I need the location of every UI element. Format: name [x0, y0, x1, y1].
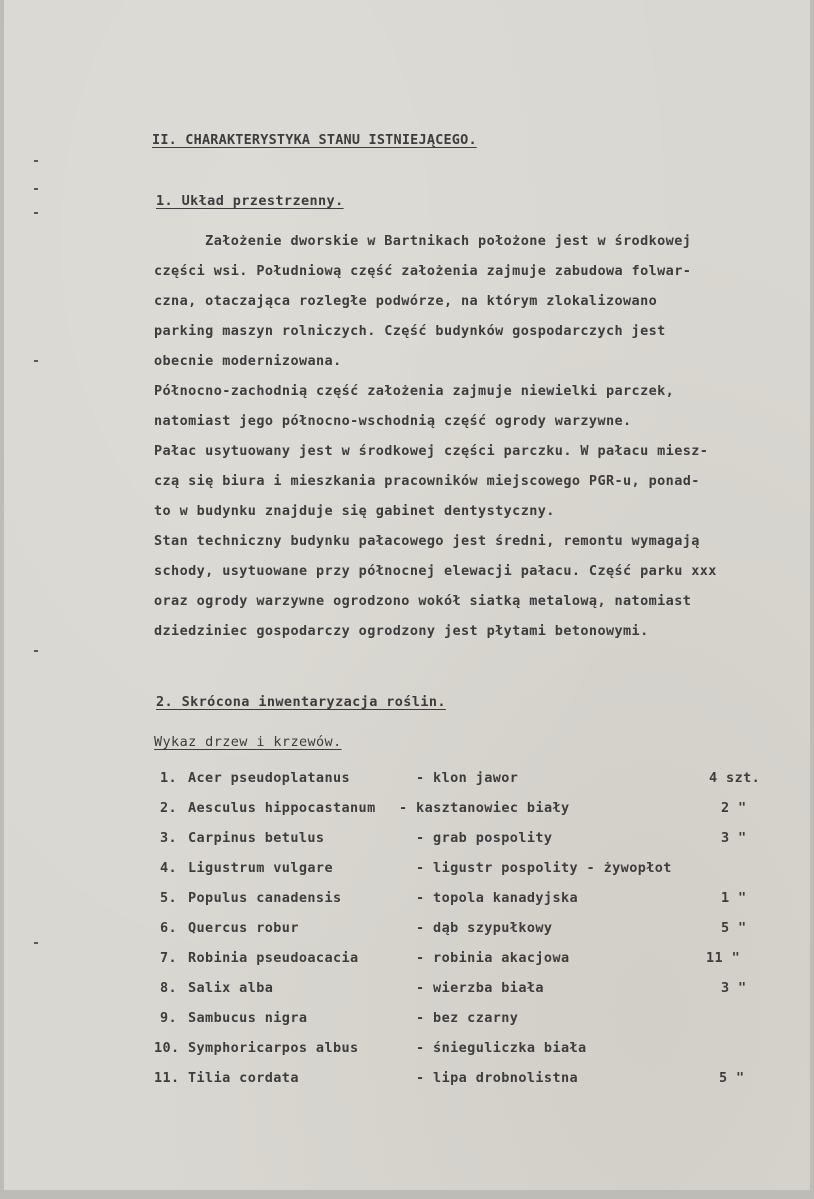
punch-mark: [34, 212, 38, 214]
plant-number: 1.: [160, 770, 178, 786]
section-2-subtitle: Wykaz drzew i krzewów.: [154, 734, 342, 750]
body-line: czą się biura i mieszkania pracowników miejscowego PGR-u, ponad-: [154, 473, 700, 489]
body-line: części wsi. Południową część założenia zajmuje zabudowa folwar-: [154, 263, 692, 279]
plant-number: 3.: [160, 830, 178, 846]
body-line: oraz ogrody warzywne ogrodzono wokół siatką metalową, natomiast: [154, 593, 692, 609]
plant-polish-name: - grab pospolity: [416, 830, 553, 846]
plant-quantity: 4 szt.: [709, 770, 761, 786]
plant-polish-name: - ligustr pospolity - żywopłot: [416, 860, 672, 876]
body-line: parking maszyn rolniczych. Część budynków gospodarczych jest: [154, 323, 666, 339]
plant-polish-name: - bez czarny: [416, 1010, 519, 1026]
body-line: obecnie modernizowana.: [154, 353, 342, 369]
plant-polish-name: - robinia akacjowa: [416, 950, 570, 966]
section-1-title: 1. Układ przestrzenny.: [156, 193, 344, 209]
body-line: Północno-zachodnią część założenia zajmuje niewielki parczek,: [154, 383, 675, 399]
plant-polish-name: - kasztanowiec biały: [399, 800, 570, 816]
plant-quantity: 5 ": [721, 920, 747, 936]
punch-mark: [34, 650, 38, 652]
plant-number: 11.: [154, 1070, 180, 1086]
plant-quantity: 5 ": [719, 1070, 745, 1086]
punch-mark: [34, 160, 38, 162]
plant-latin-name: Populus canadensis: [188, 890, 342, 906]
plant-latin-name: Robinia pseudoacacia: [188, 950, 359, 966]
body-line: schody, usytuowane przy północnej elewacji pałacu. Część parku xxx: [154, 563, 717, 579]
plant-latin-name: Ligustrum vulgare: [188, 860, 333, 876]
plant-latin-name: Symphoricarpos albus: [188, 1040, 359, 1056]
plant-quantity: 1 ": [721, 890, 747, 906]
chapter-heading: II. CHARAKTERYSTYKA STANU ISTNIEJĄCEGO.: [152, 132, 477, 148]
section-2-title: 2. Skrócona inwentaryzacja roślin.: [156, 694, 446, 710]
body-line: Pałac usytuowany jest w środkowej części parczku. W pałacu miesz-: [154, 443, 709, 459]
plant-latin-name: Quercus robur: [188, 920, 299, 936]
plant-number: 6.: [160, 920, 178, 936]
body-line: dziedziniec gospodarczy ogrodzony jest płytami betonowymi.: [154, 623, 649, 639]
punch-mark: [34, 188, 38, 190]
plant-quantity: 3 ": [721, 830, 747, 846]
punch-mark: [34, 942, 38, 944]
plant-quantity: 3 ": [721, 980, 747, 996]
plant-polish-name: - dąb szypułkowy: [416, 920, 553, 936]
plant-number: 4.: [160, 860, 178, 876]
plant-latin-name: Salix alba: [188, 980, 274, 996]
plant-number: 5.: [160, 890, 178, 906]
body-line: czna, otaczająca rozległe podwórze, na którym zlokalizowano: [154, 293, 658, 309]
plant-number: 2.: [160, 800, 178, 816]
body-line: Założenie dworskie w Bartnikach położone jest w środkowej: [154, 233, 692, 249]
plant-polish-name: - wierzba biała: [416, 980, 544, 996]
plant-polish-name: - lipa drobnolistna: [416, 1070, 579, 1086]
plant-quantity: 2 ": [721, 800, 747, 816]
plant-number: 8.: [160, 980, 178, 996]
plant-latin-name: Carpinus betulus: [188, 830, 325, 846]
plant-number: 7.: [160, 950, 178, 966]
plant-quantity: 11 ": [706, 950, 741, 966]
punch-mark: [34, 360, 38, 362]
plant-polish-name: - klon jawor: [416, 770, 519, 786]
body-line: Stan techniczny budynku pałacowego jest średni, remontu wymagają: [154, 533, 700, 549]
plant-polish-name: - śnieguliczka biała: [416, 1040, 587, 1056]
plant-number: 9.: [160, 1010, 178, 1026]
body-line: to w budynku znajduje się gabinet dentystyczny.: [154, 503, 555, 519]
plant-number: 10.: [154, 1040, 180, 1056]
plant-latin-name: Aesculus hippocastanum: [188, 800, 376, 816]
body-line: natomiast jego północno-wschodnią część ogrody warzywne.: [154, 413, 632, 429]
plant-latin-name: Sambucus nigra: [188, 1010, 308, 1026]
document-page: [4, 0, 810, 1190]
plant-latin-name: Acer pseudoplatanus: [188, 770, 351, 786]
plant-polish-name: - topola kanadyjska: [416, 890, 579, 906]
plant-latin-name: Tilia cordata: [188, 1070, 299, 1086]
